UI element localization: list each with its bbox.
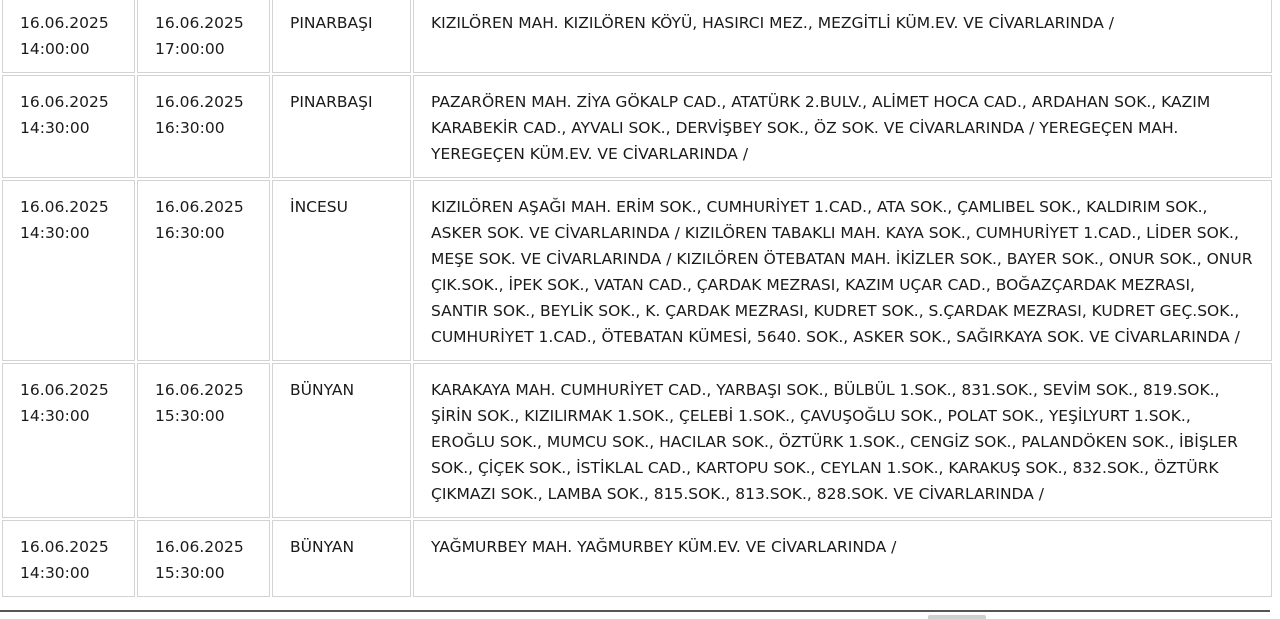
start-date: 16.06.2025 [20,381,109,399]
start-date: 16.06.2025 [20,538,109,556]
district-name: PINARBAŞI [290,93,373,111]
end-time: 15:30:00 [155,407,225,425]
end-datetime-cell [137,520,270,597]
address-cell [413,363,1272,518]
district-name: BÜNYAN [290,538,355,556]
end-datetime-cell [137,363,270,518]
start-date: 16.06.2025 [20,14,109,32]
end-date: 16.06.2025 [155,538,244,556]
table-row [2,180,1272,361]
district-cell [272,520,411,597]
table-bottom-border [0,610,1270,612]
start-time: 14:00:00 [20,40,90,58]
address-cell [413,520,1272,597]
end-date: 16.06.2025 [155,93,244,111]
district-cell [272,363,411,518]
end-time: 16:30:00 [155,224,225,242]
start-time: 14:30:00 [20,407,90,425]
start-time: 14:30:00 [20,224,90,242]
affected-addresses: KARAKAYA MAH. CUMHURİYET CAD., YARBAŞI SOK., BÜLBÜL 1.SOK., 831.SOK., SEVİM SOK., 819.SOK., ŞİRİN SOK., KIZILIRMAK 1.SOK., ÇELEBİ 1.SOK., ÇAVUŞOĞLU SOK., POLAT SOK., YEŞİLYURT 1.SOK., EROĞLU SOK., MUMCU SOK., HACILAR SOK., ÖZTÜRK 1.SOK., CENGİZ SOK., PALANDÖKEN SOK., İBİŞLER SOK., ÇİÇEK SOK., İSTİKLAL CAD., KARTOPU SOK., CEYLAN 1.SOK., KARAKUŞ SOK., 832.SOK., ÖZTÜRK ÇIKMAZI SOK., LAMBA SOK., 815.SOK., 813.SOK., 828.SOK. VE CİVARLARINDA / [431,381,1238,503]
address-cell [413,75,1272,178]
end-date: 16.06.2025 [155,14,244,32]
table-row [2,363,1272,518]
end-datetime-cell [137,75,270,178]
start-time: 14:30:00 [20,119,90,137]
district-cell [272,0,411,73]
affected-addresses: KIZILÖREN AŞAĞI MAH. ERİM SOK., CUMHURİYET 1.CAD., ATA SOK., ÇAMLIBEL SOK., KALDIRIM SOK., ASKER SOK. VE CİVARLARINDA / KIZILÖREN TABAKLI MAH. KAYA SOK., CUMHURİYET 1.CAD., LİDER SOK., MEŞE SOK. VE CİVARLARINDA / KIZILÖREN ÖTEBATAN MAH. İKİZLER SOK., BAYER SOK., ONUR SOK., ONUR ÇIK.SOK., İPEK SOK., VATAN CAD., ÇARDAK MEZRASI, KAZIM UÇAR CAD., BOĞAZÇARDAK MEZRASI, SANTIR SOK., BEYLİK SOK., K. ÇARDAK MEZRASI, KUDRET SOK., S.ÇARDAK MEZRASI, KUDRET GEÇ.SOK., CUMHURİYET 1.CAD., ÖTEBATAN KÜMESİ, 5640. SOK., ASKER SOK., SAĞIRKAYA SOK. VE CİVARLARINDA / [431,198,1253,346]
start-date: 16.06.2025 [20,198,109,216]
end-datetime-cell [137,0,270,73]
end-date: 16.06.2025 [155,381,244,399]
end-time: 15:30:00 [155,564,225,582]
start-datetime-cell [2,0,135,73]
end-time: 17:00:00 [155,40,225,58]
affected-addresses: KIZILÖREN MAH. KIZILÖREN KÖYÜ, HASIRCI MEZ., MEZGİTLİ KÜM.EV. VE CİVARLARINDA / [431,14,1114,32]
table-row [2,75,1272,178]
district-name: PINARBAŞI [290,14,373,32]
start-datetime-cell [2,520,135,597]
table-row [2,520,1272,597]
district-cell [272,180,411,361]
end-time: 16:30:00 [155,119,225,137]
horizontal-scrollbar-thumb[interactable] [928,615,986,619]
address-cell [413,0,1272,73]
end-date: 16.06.2025 [155,198,244,216]
start-datetime-cell [2,180,135,361]
end-datetime-cell [137,180,270,361]
start-datetime-cell [2,363,135,518]
affected-addresses: YAĞMURBEY MAH. YAĞMURBEY KÜM.EV. VE CİVARLARINDA / [431,538,897,556]
table-row [2,0,1272,73]
district-name: BÜNYAN [290,381,355,399]
district-cell [272,75,411,178]
district-name: İNCESU [290,198,348,216]
start-datetime-cell [2,75,135,178]
affected-addresses: PAZARÖREN MAH. ZİYA GÖKALP CAD., ATATÜRK 2.BULV., ALİMET HOCA CAD., ARDAHAN SOK., KAZIM KARABEKİR CAD., AYVALI SOK., DERVİŞBEY SOK., ÖZ SOK. VE CİVARLARINDA / YEREGEÇEN MAH. YEREGEÇEN KÜM.EV. VE CİVARLARINDA / [431,93,1211,163]
address-cell [413,180,1272,361]
start-time: 14:30:00 [20,564,90,582]
start-date: 16.06.2025 [20,93,109,111]
